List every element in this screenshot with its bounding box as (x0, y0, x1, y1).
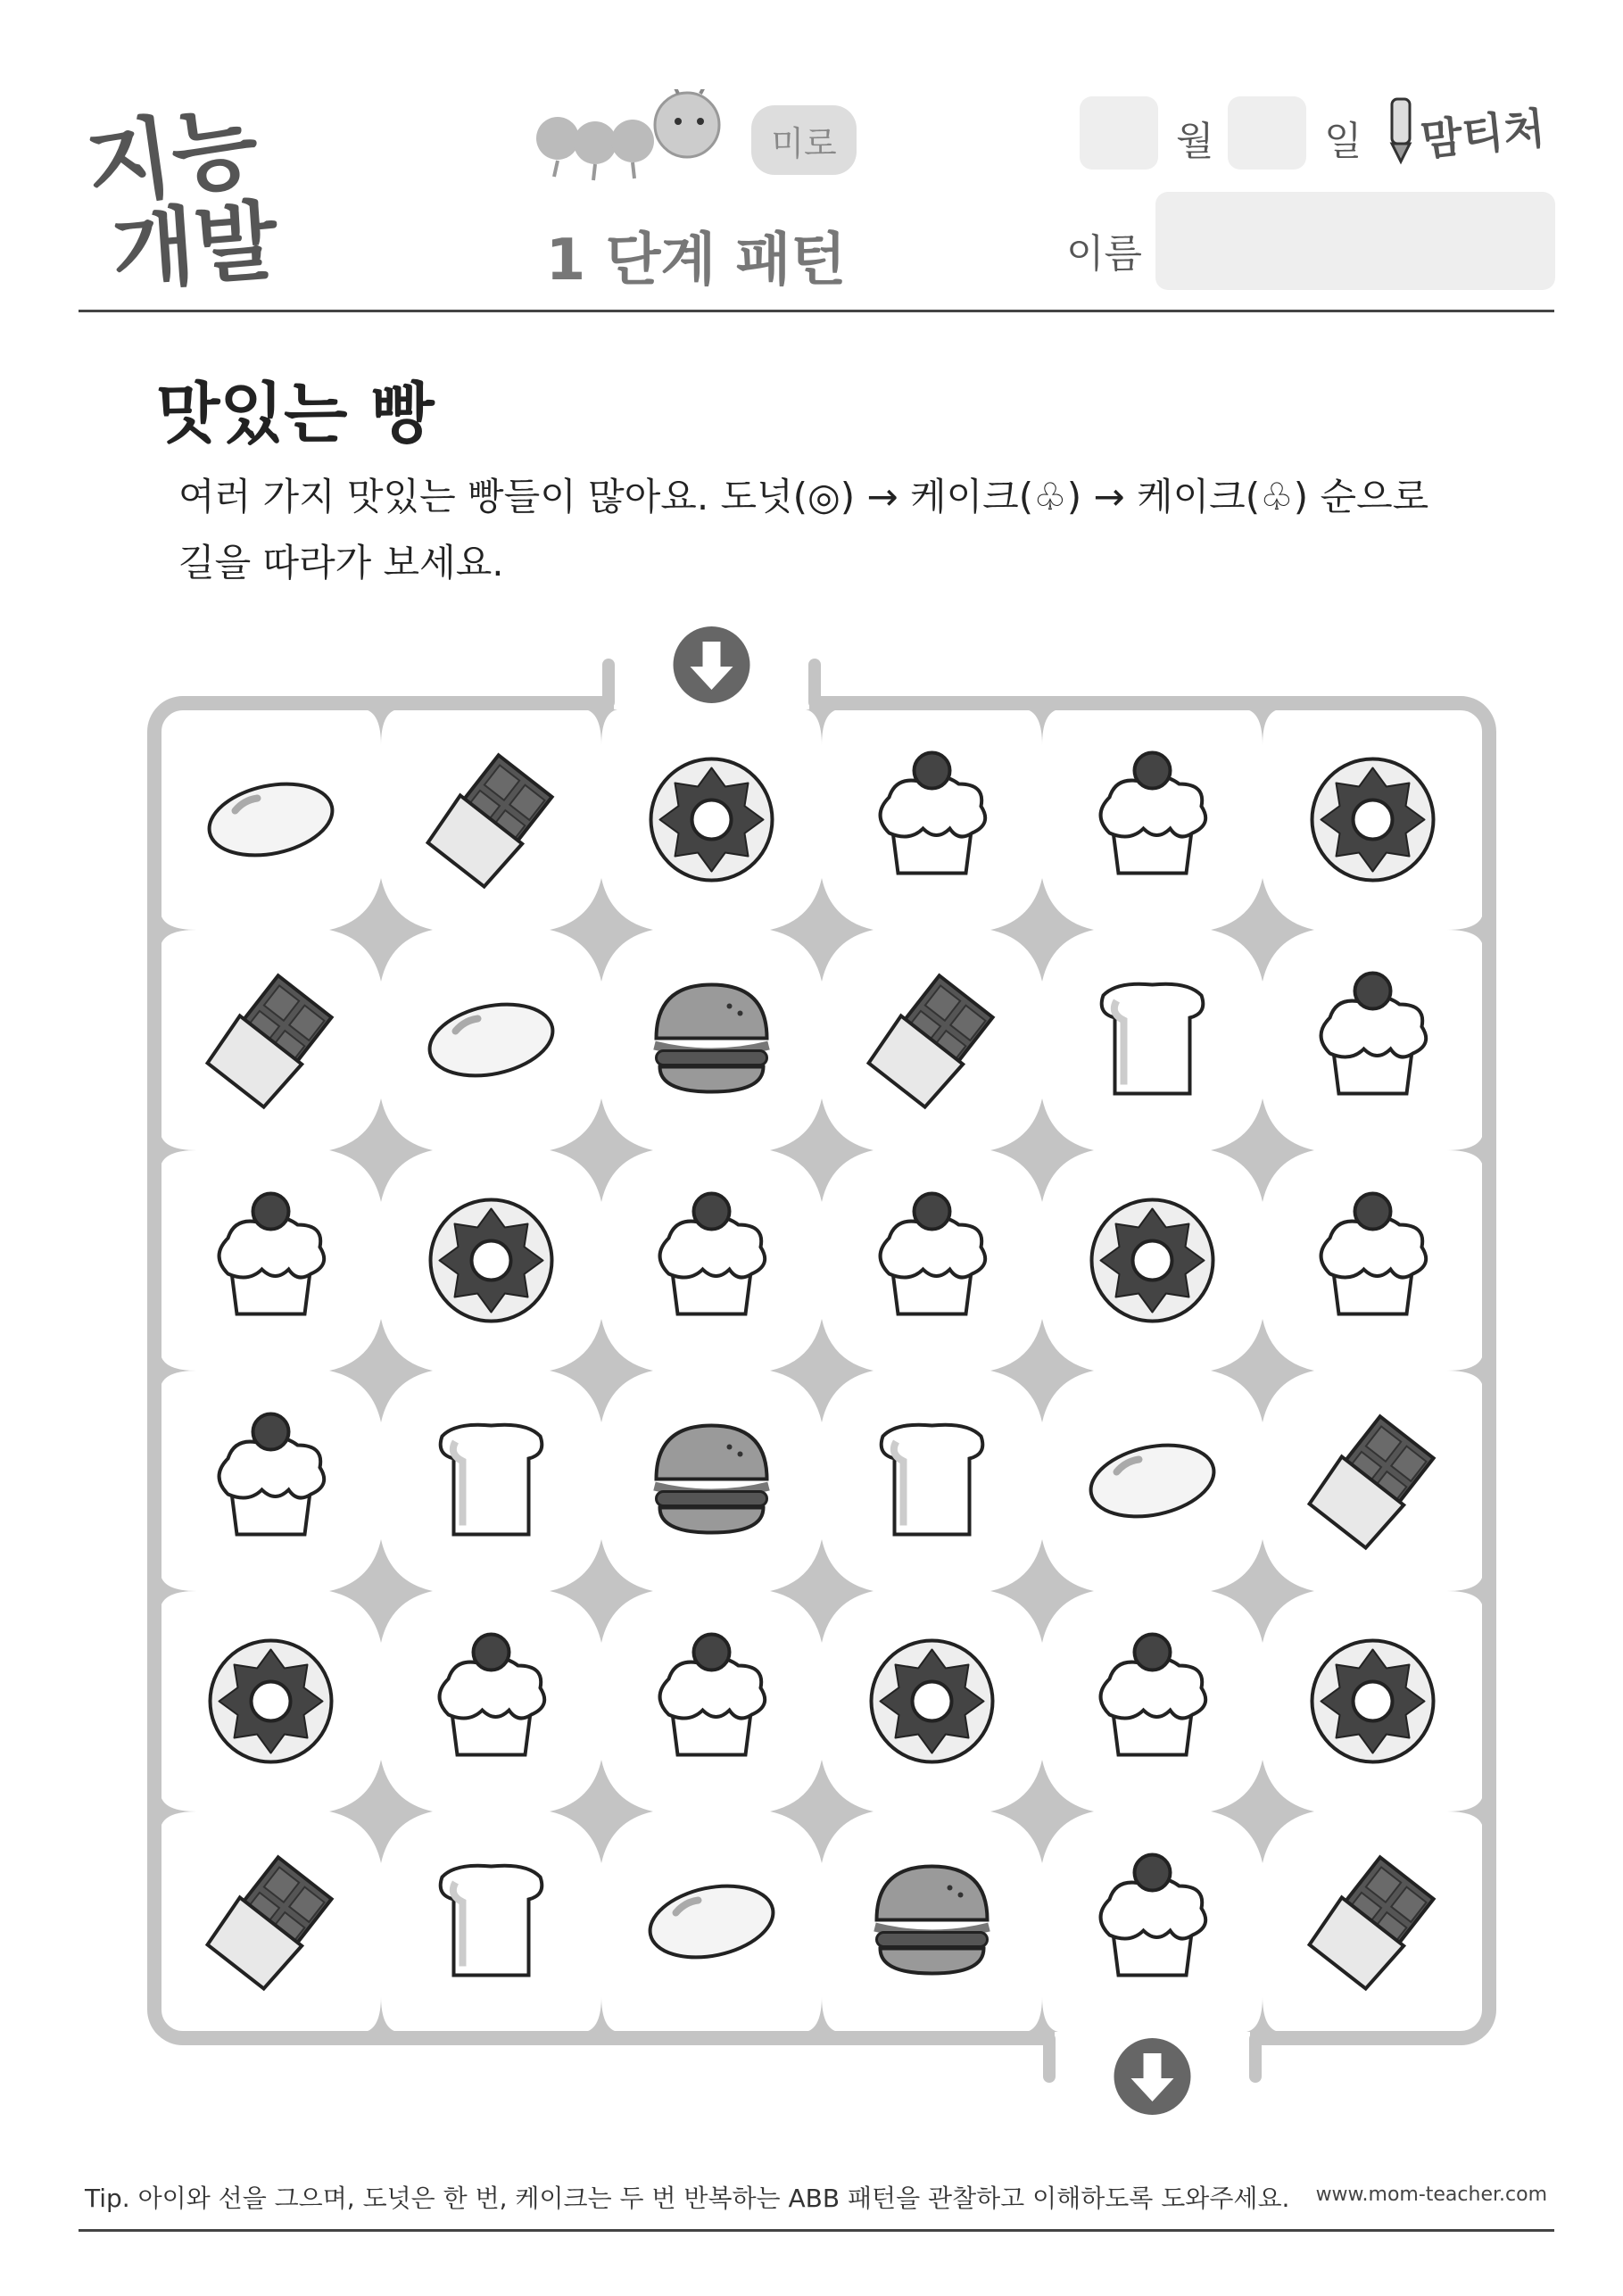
maze-junction (1211, 1098, 1314, 1202)
day-label: 일 (1324, 119, 1362, 164)
donut-icon[interactable] (1092, 1200, 1213, 1322)
maze-junction (770, 1760, 874, 1863)
maze-junction (550, 1760, 653, 1863)
website-url: www.mom-teacher.com (1315, 2184, 1547, 2206)
donut-icon[interactable] (651, 759, 773, 881)
footer-divider (79, 2229, 1554, 2232)
cupcake-icon[interactable] (219, 1414, 325, 1535)
donut-icon[interactable] (872, 1641, 993, 1762)
maze-junction (990, 1539, 1094, 1643)
cupcake-icon[interactable] (1321, 974, 1427, 1094)
toast-icon[interactable] (441, 1425, 542, 1535)
burger-icon[interactable] (875, 1867, 990, 1974)
maze-junction (770, 1539, 874, 1643)
arrow-down-icon (1114, 2038, 1191, 2115)
maze-junction (990, 1098, 1094, 1202)
brand-logo: 맘티처 (1418, 103, 1548, 167)
maze-junction (550, 878, 653, 982)
maze-junction (550, 1098, 653, 1202)
stage-title: 1 단계 패턴 (545, 228, 847, 294)
bread-icon[interactable] (643, 1876, 780, 1968)
toast-icon[interactable] (441, 1866, 542, 1976)
chocolate-icon[interactable] (204, 973, 335, 1109)
bread-icon[interactable] (423, 994, 559, 1086)
cupcake-icon[interactable] (881, 1194, 986, 1314)
toast-icon[interactable] (1102, 984, 1204, 1094)
chocolate-icon[interactable] (1306, 1854, 1437, 1991)
cupcake-icon[interactable] (440, 1635, 545, 1755)
logo-line2: 개발 (108, 190, 281, 303)
instruction-line1: 여러 가지 맛있는 빵들이 많아요. 도넛(◎) → 케이크(♧) → 케이크(♧) 순으로 (178, 475, 1429, 518)
maze-junction (329, 1760, 433, 1863)
maze-junction (770, 878, 874, 982)
arrow-down-icon (674, 626, 750, 703)
maze-junction (770, 1319, 874, 1422)
maze-junction (550, 1539, 653, 1643)
maze-junction (329, 1539, 433, 1643)
maze-junction (329, 878, 433, 982)
maze-junction (770, 1098, 874, 1202)
maze-junction (990, 1760, 1094, 1863)
cupcake-icon[interactable] (1101, 753, 1206, 874)
tip-text: Tip. 아이와 선을 그으며, 도넛은 한 번, 케이크는 두 번 반복하는 ABB 패턴을 관찰하고 이해하도록 도와주세요. (85, 2184, 1290, 2213)
name-label: 이름 (1066, 231, 1143, 277)
cupcake-icon[interactable] (219, 1194, 325, 1314)
cupcake-icon[interactable] (660, 1194, 766, 1314)
month-label: 월 (1176, 119, 1214, 164)
instruction-line2: 길을 따라가 보세요. (178, 541, 504, 584)
maze-junction (329, 1098, 433, 1202)
bread-icon[interactable] (203, 774, 339, 866)
maze-junction (1211, 1319, 1314, 1422)
page-title: 맛있는 빵 (156, 376, 435, 452)
bread-icon[interactable] (1084, 1435, 1221, 1527)
cupcake-icon[interactable] (1101, 1635, 1206, 1755)
maze-junction (1211, 1760, 1314, 1863)
cupcake-icon[interactable] (1321, 1194, 1427, 1314)
chocolate-icon[interactable] (865, 973, 997, 1109)
cupcake-icon[interactable] (1101, 1855, 1206, 1976)
chocolate-icon[interactable] (425, 752, 556, 889)
logo-line1: 지능 (79, 93, 265, 220)
donut-icon[interactable] (211, 1641, 332, 1762)
maze-junction (1211, 1539, 1314, 1643)
chocolate-icon[interactable] (1306, 1413, 1437, 1550)
donut-icon[interactable] (431, 1200, 552, 1322)
category-tag: 미로 (751, 105, 857, 175)
donut-icon[interactable] (1312, 759, 1434, 881)
cupcake-icon[interactable] (881, 753, 986, 874)
chocolate-icon[interactable] (204, 1854, 335, 1991)
maze-junction (1211, 878, 1314, 982)
toast-icon[interactable] (882, 1425, 983, 1535)
maze-junction (990, 1319, 1094, 1422)
maze-junction (550, 1319, 653, 1422)
donut-icon[interactable] (1312, 1641, 1434, 1762)
cupcake-icon[interactable] (660, 1635, 766, 1755)
burger-icon[interactable] (655, 985, 769, 1092)
maze-junction (329, 1319, 433, 1422)
maze-junction (990, 878, 1094, 982)
burger-icon[interactable] (655, 1426, 769, 1533)
